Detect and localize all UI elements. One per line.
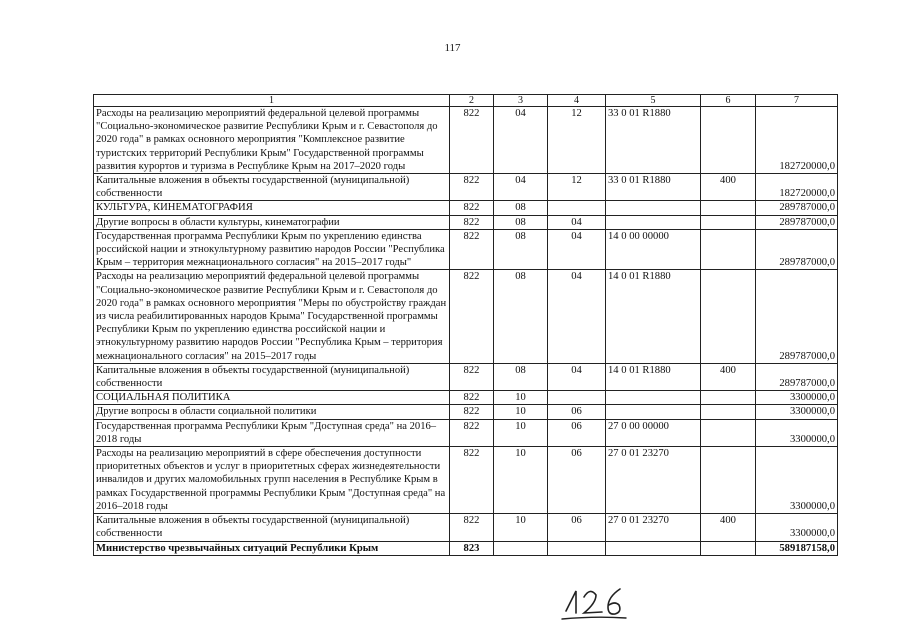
row-description: СОЦИАЛЬНАЯ ПОЛИТИКА	[94, 391, 450, 405]
table-row	[94, 201, 838, 215]
row-subsection: 06	[548, 447, 606, 514]
row-expense-type	[701, 405, 756, 419]
row-subsection: 12	[548, 107, 606, 174]
row-amount: 182720000,0	[756, 174, 838, 201]
row-amount: 3300000,0	[756, 514, 838, 541]
row-description: Капитальные вложения в объекты государственной (муниципальной) собственности	[94, 363, 450, 390]
header-cell: 7	[756, 95, 838, 107]
table-row	[94, 405, 838, 419]
row-expense-type	[701, 419, 756, 446]
row-description: Другие вопросы в области культуры, кинематографии	[94, 215, 450, 229]
row-target-article	[606, 405, 701, 419]
row-section: 04	[494, 174, 548, 201]
row-section: 10	[494, 447, 548, 514]
header-cell: 4	[548, 95, 606, 107]
row-subsection: 06	[548, 514, 606, 541]
table-row	[94, 229, 838, 270]
row-description: Расходы на реализацию мероприятий федеральной целевой программы "Социально-экономическое развитие Республики Крым и г. Севастополя до 2020 года" в рамках основного мероприятия "Меры по обустройству граждан из числа реабилитированных народов Крыма" Государственной программы Республики Крым по укреплению единства российской нации и этнокультурному развитию народов России "Республика Крым – территория межнационального согласия" на 2015–2017 годы	[94, 270, 450, 363]
row-amount: 289787000,0	[756, 363, 838, 390]
row-admin-code: 822	[450, 107, 494, 174]
row-amount: 589187158,0	[756, 541, 838, 555]
row-amount: 3300000,0	[756, 419, 838, 446]
row-section	[494, 541, 548, 555]
row-target-article: 33 0 01 R1880	[606, 174, 701, 201]
row-expense-type	[701, 201, 756, 215]
row-section: 10	[494, 419, 548, 446]
row-description: Государственная программа Республики Крым "Доступная среда" на 2016–2018 годы	[94, 419, 450, 446]
row-admin-code: 822	[450, 419, 494, 446]
table-row	[94, 174, 838, 201]
row-admin-code: 822	[450, 514, 494, 541]
row-description: Другие вопросы в области социальной политики	[94, 405, 450, 419]
row-subsection: 04	[548, 270, 606, 363]
row-subsection: 04	[548, 229, 606, 270]
row-expense-type	[701, 447, 756, 514]
row-amount: 3300000,0	[756, 391, 838, 405]
table-row	[94, 391, 838, 405]
row-admin-code: 822	[450, 215, 494, 229]
row-subsection: 06	[548, 419, 606, 446]
row-section: 08	[494, 229, 548, 270]
row-target-article: 14 0 01 R1880	[606, 363, 701, 390]
row-subsection: 06	[548, 405, 606, 419]
row-admin-code: 823	[450, 541, 494, 555]
row-description: Капитальные вложения в объекты государственной (муниципальной) собственности	[94, 514, 450, 541]
page-number: 117	[444, 42, 461, 54]
table-row	[94, 107, 838, 174]
row-subsection: 12	[548, 174, 606, 201]
row-target-article	[606, 391, 701, 405]
row-admin-code: 822	[450, 447, 494, 514]
row-section: 08	[494, 270, 548, 363]
row-section: 08	[494, 201, 548, 215]
row-expense-type	[701, 391, 756, 405]
row-expense-type: 400	[701, 514, 756, 541]
row-section: 04	[494, 107, 548, 174]
table-row	[94, 419, 838, 446]
row-admin-code: 822	[450, 363, 494, 390]
table-row	[94, 541, 838, 555]
row-amount: 3300000,0	[756, 447, 838, 514]
row-description: Капитальные вложения в объекты государственной (муниципальной) собственности	[94, 174, 450, 201]
row-expense-type: 400	[701, 363, 756, 390]
row-description: Государственная программа Республики Крым по укреплению единства российской нации и этнокультурному развитию народов России "Республика Крым – территория межнационального согласия" на 2015–2017 годы"	[94, 229, 450, 270]
header-row	[94, 95, 838, 107]
row-subsection: 04	[548, 363, 606, 390]
row-description: Министерство чрезвычайных ситуаций Республики Крым	[94, 541, 450, 555]
row-expense-type	[701, 270, 756, 363]
table-row	[94, 363, 838, 390]
row-admin-code: 822	[450, 201, 494, 215]
row-admin-code: 822	[450, 270, 494, 363]
row-amount: 289787000,0	[756, 270, 838, 363]
budget-table	[93, 94, 838, 556]
row-amount: 289787000,0	[756, 215, 838, 229]
table-row	[94, 270, 838, 363]
row-amount: 289787000,0	[756, 201, 838, 215]
row-section: 08	[494, 363, 548, 390]
row-admin-code: 822	[450, 391, 494, 405]
header-cell: 2	[450, 95, 494, 107]
row-amount: 3300000,0	[756, 405, 838, 419]
row-subsection	[548, 391, 606, 405]
row-subsection	[548, 201, 606, 215]
row-admin-code: 822	[450, 174, 494, 201]
row-expense-type: 400	[701, 174, 756, 201]
table-row	[94, 447, 838, 514]
row-section: 08	[494, 215, 548, 229]
row-amount: 182720000,0	[756, 107, 838, 174]
row-description: Расходы на реализацию мероприятий в сфере обеспечения доступности приоритетных объектов и услуг в приоритетных сферах жизнедеятельности инвалидов и других маломобильных групп населения в Республике Крым в рамках Государственной программы Республики Крым "Доступная среда" на 2016–2018 годы	[94, 447, 450, 514]
row-expense-type	[701, 107, 756, 174]
row-expense-type	[701, 215, 756, 229]
row-target-article: 33 0 01 R1880	[606, 107, 701, 174]
row-target-article: 14 0 01 R1880	[606, 270, 701, 363]
row-section: 10	[494, 405, 548, 419]
row-description: Расходы на реализацию мероприятий федеральной целевой программы "Социально-экономическое развитие Республики Крым и г. Севастополя до 2020 года" в рамках основного мероприятия "Комплексное развитие туристских территорий Республики Крым" Государственной программы развития курортов и туризма в Республике Крым на 2017–2020 годы	[94, 107, 450, 174]
row-description: КУЛЬТУРА, КИНЕМАТОГРАФИЯ	[94, 201, 450, 215]
row-amount: 289787000,0	[756, 229, 838, 270]
header-cell: 3	[494, 95, 548, 107]
handwritten-page-number	[560, 583, 640, 623]
row-section: 10	[494, 514, 548, 541]
row-target-article	[606, 215, 701, 229]
row-target-article: 27 0 01 23270	[606, 447, 701, 514]
row-subsection: 04	[548, 215, 606, 229]
header-cell: 5	[606, 95, 701, 107]
row-target-article	[606, 201, 701, 215]
row-expense-type	[701, 229, 756, 270]
row-subsection	[548, 541, 606, 555]
table-row	[94, 514, 838, 541]
row-target-article	[606, 541, 701, 555]
row-target-article: 27 0 01 23270	[606, 514, 701, 541]
row-admin-code: 822	[450, 229, 494, 270]
row-admin-code: 822	[450, 405, 494, 419]
header-cell: 6	[701, 95, 756, 107]
table-row	[94, 215, 838, 229]
row-target-article: 27 0 00 00000	[606, 419, 701, 446]
row-expense-type	[701, 541, 756, 555]
row-section: 10	[494, 391, 548, 405]
header-cell: 1	[94, 95, 450, 107]
row-target-article: 14 0 00 00000	[606, 229, 701, 270]
